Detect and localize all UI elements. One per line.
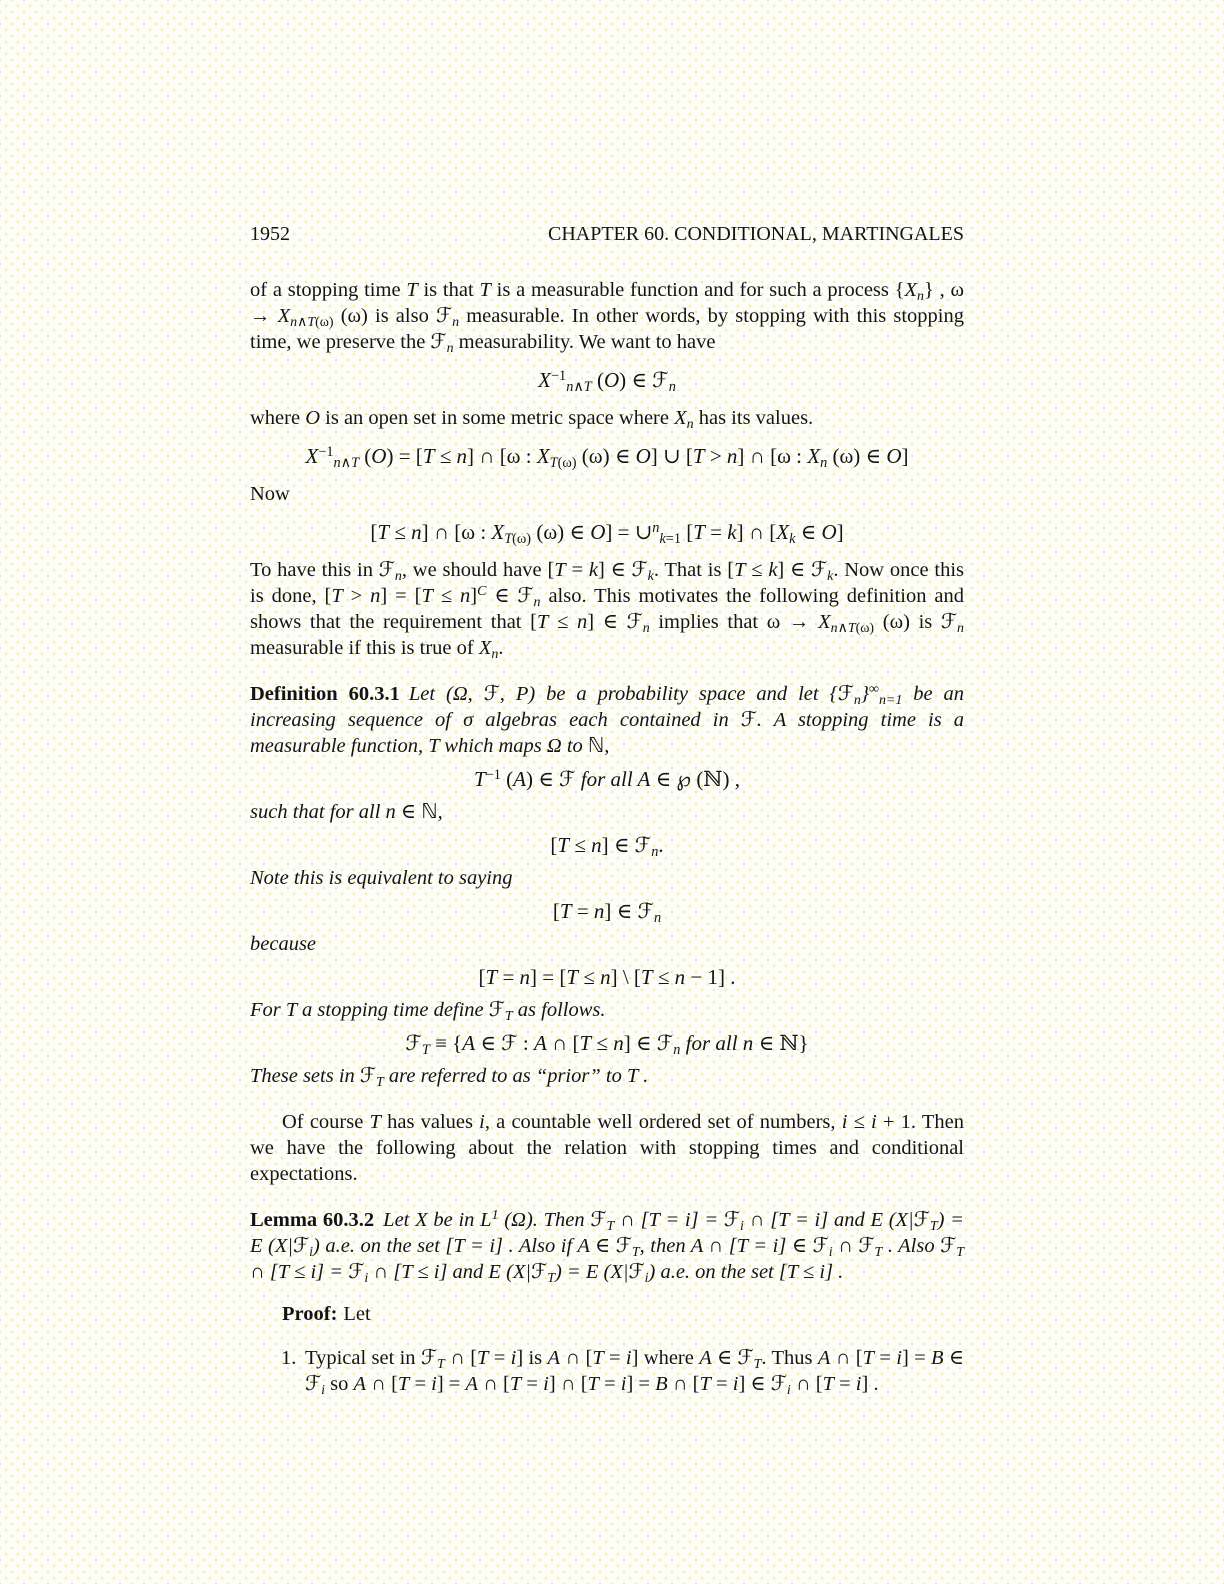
- definition-because: because: [250, 933, 317, 955]
- definition-such-that: such that for all n ∈ ℕ,: [250, 801, 443, 823]
- proof-label: Proof:: [282, 1303, 338, 1325]
- formula-preimage: $T^{-1}$ (A) ∈ ℱ for all A ∈ ℘ (ℕ) ,: [474, 766, 740, 791]
- page-number: 1952: [250, 223, 290, 245]
- textbook-page: [250, 0, 964, 1397]
- enumerate-item-1: [250, 1345, 964, 1397]
- paragraph-of-course: Of course T has values i, a countable well ordered set of numbers, i ≤ i + 1. Then we have the following about the relation with stopping times and conditional expectations.: [250, 1111, 964, 1185]
- definition-prior-remark: These sets in ℱ$_T$ are referred to as “prior” to T .: [250, 1065, 649, 1090]
- paragraph-open-set: where O is an open set in some metric space where $X_n$ has its values.: [250, 407, 814, 432]
- formula-xinv-expansion: $X^{-1}_{n\wedge T}$ (O) = [T ≤ n] ∩ [ω : $X_{T(\omega)}$ (ω) ∈ O] ∪ [T > n] ∩ [ω : $X_n$ (ω) ∈ O]: [305, 443, 909, 471]
- formula-t-leq-n: [T ≤ n] ∈ ℱ$_n$.: [550, 833, 664, 860]
- paragraph-stopping-time: of a stopping time T is that T is a measurable function and for such a process $\{X_n\}$ , $\omega \to X_{n\wedge T(\omega)}$ (ω) is also ℱ$_n$ measurable. In other words, by stopping with this stopping time, we preserve the ℱ$_n$ measurability. We want to have: [250, 279, 964, 356]
- lemma-intro: [250, 1207, 964, 1285]
- item-number: 1.: [281, 1347, 297, 1369]
- formula-union-decomposition: [T ≤ n] ∩ [ω : $X_{T(\omega)}$ (ω) ∈ O] = ∪$^n_{k=1}$ [T = k] ∩ [$X_k$ ∈ O]: [370, 519, 844, 547]
- item-text: Typical set in ℱ$_T$ ∩ [T = i] is A ∩ [T = i] where A ∈ ℱ$_T$. Thus A ∩ [T = i] = B ∈ ℱ$_i$ so A ∩ [T = i] = A ∩ [T = i] ∩ [T = i] = B ∩ [T = i] ∈ ℱ$_i$ ∩ [T = i] .: [305, 1347, 965, 1398]
- lemma-label: Lemma 60.3.2: [250, 1209, 375, 1231]
- formula-xinv-membership: $X^{-1}_{n\wedge T}$ (O) ∈ ℱ$_n$: [538, 367, 676, 395]
- formula-ft-definition: ℱ$_T$ ≡ {A ∈ ℱ : A ∩ [T ≤ n] ∈ ℱ$_n$ for all n ∈ ℕ}: [405, 1031, 809, 1058]
- definition-define-ft: For T a stopping time define ℱ$_T$ as follows.: [250, 999, 606, 1024]
- lemma-body: Let X be in $L^1$ (Ω). Then ℱ$_T$ ∩ [T = i] = ℱ$_i$ ∩ [T = i] and E (X|ℱ$_T$) = E (X|ℱ$_i$) a.e. on the set [T = i] . Also if A ∈ ℱ$_T$, then A ∩ [T = i] ∈ ℱ$_i$ ∩ ℱ$_T$ . Also ℱ$_T$ ∩ [T ≤ i] = ℱ$_i$ ∩ [T ≤ i] and E (X|ℱ$_T$) = E (X|ℱ$_i$) a.e. on the set [T ≤ i] .: [250, 1208, 964, 1286]
- definition-note: Note this is equivalent to saying: [250, 867, 513, 889]
- formula-setminus: [T = n] = [T ≤ n] \ [T ≤ n − 1] .: [478, 965, 736, 989]
- proof-paragraph: [250, 1301, 964, 1327]
- paragraph-motivation: To have this in ℱ$_n$, we should have [T = k] ∈ ℱ$_k$. That is [T ≤ k] ∈ ℱ$_k$. Now once this is done, [T > n] = [T ≤ n]$^C$ ∈ ℱ$_n$ also. This motivates the following definition and shows that the requirement that [T ≤ n] ∈ ℱ$_n$ implies that $\omega \to X_{n\wedge T(\omega)}$ (ω) is ℱ$_n$ measurable if this is true of $X_n$.: [250, 559, 965, 662]
- formula-t-eq-n: [T = n] ∈ ℱ$_n$: [552, 899, 662, 926]
- definition-intro: [250, 681, 964, 759]
- page-header: [250, 221, 964, 247]
- definition-label: Definition 60.3.1: [250, 683, 400, 705]
- chapter-title: CHAPTER 60. CONDITIONAL, MARTINGALES: [547, 223, 964, 245]
- definition-body: Let (Ω, ℱ, P) be a probability space and let $\{ℱ_n\}^\infty_{n=1}$ be an increasing sequence of σ algebras each contained in ℱ. A stopping time is a measurable function, T which maps Ω to ℕ,: [250, 682, 964, 757]
- paragraph-now: Now: [250, 483, 290, 505]
- lemma-block: [250, 1207, 964, 1285]
- definition-block: [250, 681, 964, 1089]
- proof-text: Let: [343, 1303, 371, 1325]
